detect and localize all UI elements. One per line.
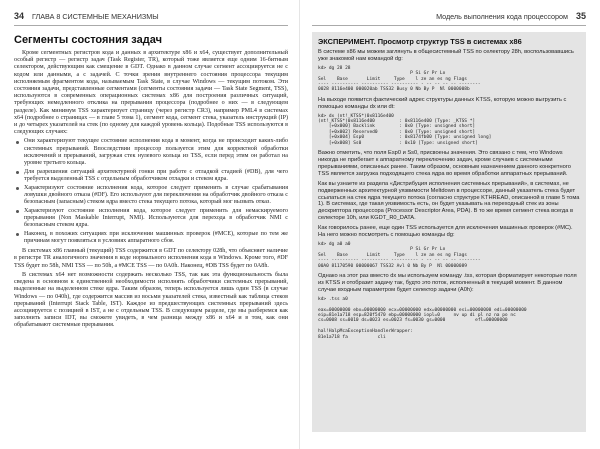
right-page-header [312, 10, 586, 26]
code-block: kd> dx (nt!_KTSS*)0x8116e400 (nt!_KTSS*)0x8116e400 : 0x8116e400 [Type: _KTSS *] [+0x000] Backlink : 0x0 [Type: unsigned short] [+0x002] Reserved0 : 0x0 [Type: unsigned short] [+0x004] Esp0 : 0x8174fb00 [Type: unsigned long] [+0x008] Ss0 : 0x10 [Type: unsigned short] [318, 113, 492, 146]
code-block: kd> dg a0 a0 P Si Gr Pr Lo Sel Base Limit Type l ze an es ng Flags ---- ---------- ---------- ---------- - -- -- -- -- -------- 00A0 81170590 00000067 TSS32 Avl 0 Nb By P Nl 00000089 [318, 241, 481, 269]
running-title: Модель выполнения кода процессором [436, 11, 568, 21]
right-page-number: 35 [575, 11, 586, 21]
list-item: Характеризуют состояние исполнения кода, которое следует применить в случае срабатывания ловушки двойного отказа (#DF). Его используют для переключения на обработчик двойного отказа с безопасным (запасным) стеком ядра вместо стека текущего потока, который мог вызвать отказ. [24, 184, 288, 206]
paragraph: В системах x86 главный (текущий) TSS содержится в GDT по селектору 028h, что объясняет наличие в регистре TR аналогичного значения в коде нормального исполнения кода в Windows. Кроме того, #DF TSS будет по 58h, NMI TSS — по 50h, а #MCE TSS — по 0A0h. Наконец, #DB TSS будет по 0A8h. [14, 248, 288, 269]
section-title: Сегменты состояния задач [14, 34, 162, 46]
experiment-text: Однако на этот раз вместо dx мы используем команду .tss, которая форматирует некоторые поля из KTSS и отобразит задачу так, будто это поток, исполненный в текущий момент. В данном случае входным параметром будет селектор задачи (A0h): [318, 273, 577, 293]
experiment-box [312, 32, 586, 432]
experiment-title: ЭКСПЕРИМЕНТ. Просмотр структур TSS в системах x86 [318, 37, 522, 46]
experiment-text: В системе x86 мы можем заглянуть в общесистемный TSS по селектору 28h, воспользовавшись уже знакомой нам командой dg: [318, 49, 574, 62]
list-item: Наконец, в похожих ситуациях при исключении машинных проверок (#MCE), которые по тем же причинам могут появляться в условиях аппаратного сбоя. [24, 230, 288, 245]
left-page-number: 34 [14, 11, 25, 21]
list-item: Для разрешения ситуаций архитектурной гонки при работе с отладкой стадией (#DB), для чего требуется выделенный TSS с отдельным обработчиком отладки и стеком ядра. [24, 168, 288, 182]
bullet-list [14, 138, 288, 245]
list-item: Характеризуют состояние исполнения кода, которое следует применить для немаскируемого прерывания (Non Maskable Interrupt, NMI). Используются для перехода в обработчик NMI с безопасным стеком ядра. [24, 207, 288, 229]
code-block: kd> .tss a0 eax=00000000 ebx=00000000 ecx=00000000 edx=00000000 esi=00000000 edi=00000000 eip=81e1a718 esp=820f5470 ebp=00000000 iopl=0 nv up di pl nz na po nc cs=0008 ss=0010 ds=0023 es=0023 fs=0030 gs=0000 efl=00000000 hal!HalpMcaExceptionHandlerWrapper: 81e1a718 fa cli [318, 296, 527, 340]
experiment-text: Как вы узнаете из раздела «Дистрибуция исполнения системных прерываний», в системах, не подверженных архитектурной уязвимости Meltdown в процессоре, данный указатель стека будет ссылаться на стек ядра текущего потока (согласно структуре KTHREAD, описанной в главе 5 тома 1). В системах, где такая уязвимость есть, он будет указывать на переходный стек из зоны дескриптора процессора (Processor Descriptor Area, PDA). В то же время сегмент стека всегда в селекторе 10h, или KGDT_R0_DATA. [318, 180, 580, 222]
experiment-text: Как говорилось ранее, еще один TSS используется для исключения машинных проверок (#MC). На него можно посмотреть с помощью команды dg: [318, 225, 573, 239]
right-page [300, 0, 600, 449]
experiment-text: Важно отметить, что поля Esp0 и Ss0, присвоены значения. Это связано с тем, что Windows никогда не прибегает к аппаратному переключению задач, кроме случаев с системными прерываниями, описанных ранее. Таким образом, основным назначением данного конкретного TSS является загрузка подходящего стека ядра во время обработки аппаратных прерываний. [318, 150, 571, 177]
left-page-header [14, 10, 288, 26]
experiment-text: На выходе появится фактический адрес структуры данных KTSS, которую можно выгрузить с помощью команды dx или dt: [318, 96, 567, 110]
chapter-title: ГЛАВА 8 СИСТЕМНЫЕ МЕХАНИЗМЫ [32, 11, 159, 21]
paragraph: В системах x64 нет возможности содержать несколько TSS, так как эта функциональность была сведена в основном к единственной необходимости исполнять обработчики системных прерываний, выделенные на выделенном стеке ядра. Таким образом, теперь используется лишь один TSS (в случае Windows — по 040h), где содержится массив из восьми указателей стека, известный как таблица стеков прерываний (Interrupt Stack Table, IST). Каждое из предшествующих системных прерываний здесь ассоциируется с позицией в IST, а не с отдельным TSS. В следующем разделе, где мы разберемся как заполнить записи IDT, вы сможете увидеть, в чем разница между x86 и x64 и в том, как они обрабатывают системные прерывания. [14, 271, 288, 329]
code-block: kd> dg 28 28 P Si Gr Pr Lo Sel Base Limit Type l ze an es ng Flags ---- ---------- ---------- ---------- - -- -- -- -- -------- 0028 8116e400 000020ab TSS32 Busy 0 Nb By P Nl 0000008b [318, 65, 481, 93]
list-item: Они характеризуют текущее состояние исполнения кода в момент, когда не происходит каких-либо системных прерываний. Впоследствии процессор пользуется этим для корректной обработки исключений и прерываний, загружая стек нулевого кольца из TSS, если перед этим он работал на уровне третьего кольца. [24, 138, 288, 167]
paragraph: Кроме сегментных регистров кода и данных в архитектуре x86 и x64, существует дополнительный особый регистр — регистр задач (Task Register, TR), который тоже является еще одним 16-битным селектором, действующим как смещение в GDT. Однако в данном случае сегмент ассоциируется не с кодом или данными, а с задачей. С точки зрения внутреннего состояния процессора текущим исполняемым фрагментом кода, называемым Task State, в случае Windows — текущим потоком. Эти состояния задачи, представленные сегментами (сегменты состояния задачи — Task State Segment, TSS), используются в современных операционных системах x86 для построения различных ситуаций, требующих немедленного отклика на прерывания процессора (подробнее о них — в следующем разделе). Как минимум TSS характеризует страницу (через регистр CR3), например PML4 в системах x64 (подробнее о страницах — в главе 5 тома 1), сегмент кода, сегмент стека, указатель инструкций (IP) и до четырех указателей на стек (по одному для каждой уровень кольца). Подобные TSS используются в следующих случаях: [14, 50, 288, 136]
